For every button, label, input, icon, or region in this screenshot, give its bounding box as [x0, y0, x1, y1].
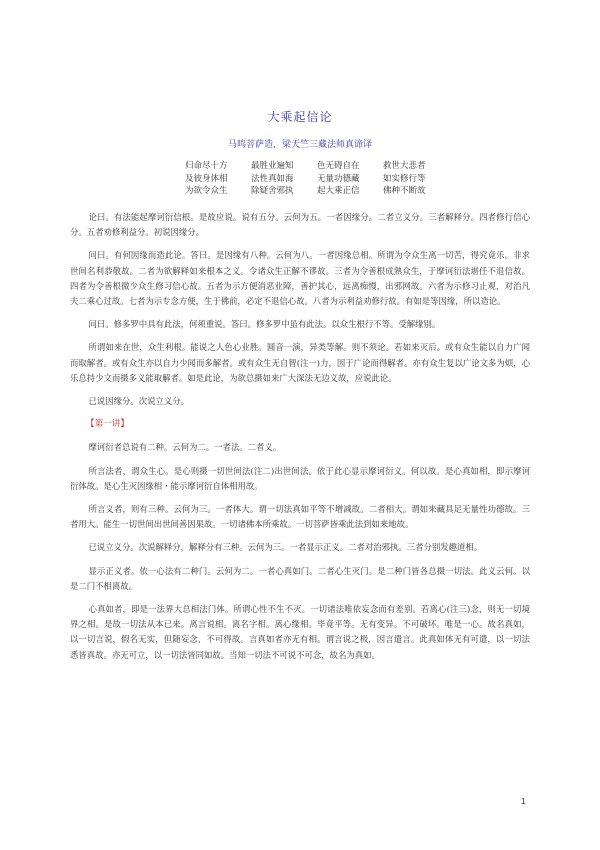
- verse-phrase: 色无碍自在: [317, 161, 360, 171]
- verse-phrase: 如实修行等: [383, 173, 426, 184]
- paragraph: 所言法者，谓众生心。是心则摄一切世间法(注二)出世间法。依于此心显示摩诃衍义。何以故。是心真如相，即示摩诃衍体故。是心生灭因缘相・能示摩诃衍自体相用故。: [70, 465, 530, 491]
- verse-phrase: 除疑舍邪执: [251, 186, 294, 197]
- author-line: 马鸣菩萨造，梁天竺三藏法师真谛译: [227, 140, 372, 150]
- verse-phrase: 为欲令众生: [185, 186, 228, 197]
- verse-phrase: 归命尽十方: [185, 161, 228, 171]
- paragraph: 问曰。修多罗中具有此法，何须重说。答曰。修多罗中虽有此法。以众生根行不等。受解缘别。: [88, 319, 441, 330]
- paragraph: 显示正义者。依一心法有二种门。云何为二。一者心真如门。二者心生灭门。是二种门皆各总摄一切法。此义云何。以是二门不相离故。: [70, 565, 530, 591]
- paragraph: 摩诃衍者总说有二种。云何为二。一者法。二者义。: [88, 442, 282, 453]
- verse-phrase: 及彼身体相: [185, 173, 228, 184]
- verse-line: [185, 185, 455, 198]
- paragraph: 问曰。有何因缘而造此论。答曰。是因缘有八种。云何为八。一者因缘总相。所谓为令众生离一切苦，得究竟乐。非求世间名利恭敬故。二者为欲解释如来根本之义。令诸众生正解不谬故。三者为令善根成熟众生，于摩诃衍法堪任不退信故。四者为令善根微少众生修习信心故。五者为示方便消恶业障，善护其心，远离痴慢，出邪网故。六者为示修习止观，对治凡夫二乘心过故。七者为示专念方便，生于佛前，必定不退信心故。八者为示利益劝修行故。有如是等因缘，所以造论。: [70, 250, 530, 307]
- verse-phrase: 救世大悲者: [383, 161, 426, 171]
- verse-phrase: 最胜业遍知: [251, 161, 294, 171]
- verse-phrase: 法性真如海: [251, 173, 294, 184]
- verse-line: [185, 160, 455, 173]
- document-body: [70, 210, 530, 671]
- verse-phrase: 起大乘正信: [317, 186, 360, 197]
- paragraph: 所谓如来在世，众生利根。能说之人色心业胜。圆音一演，异类等解。则不须论。若如来灭后。或有众生能以自力广闻而取解者。或有众生亦以自力少闻而多解者。或有众生无自智(注一)力，因于广论而得解者。亦有众生复以广论文多为烦，心乐总持少文而摄多义能取解者。如是此论，为欲总摄如来广大深法无边义故，应说此论。: [70, 342, 530, 383]
- paragraph: 已说立义分。次说解释分，解释分有三种。云何为三。一者显示正义。二者对治邪执。三者分别发趣道相。: [88, 542, 483, 553]
- opening-verse: [185, 160, 455, 198]
- document-title: 大乘起信论: [267, 110, 333, 124]
- section-heading: 【第一讲】: [86, 419, 129, 430]
- verse-line: [185, 173, 455, 186]
- paragraph: 心真如者，即是一法界大总相法门体。所谓心性不生不灭。一切诸法唯依妄念而有差别。若离心(注三)念，则无一切境界之相。是故一切法从本已来。离言说相。离名字相。离心缘相。毕竟平等。无有变异。不可破坏。唯是一心。故名真如，以一切言说，假名无实，但随妄念，不可得故。言真如者亦无有相。谓言说之极，因言遣言。此真如体无有可遣，以一切法悉皆真故。亦无可立，以一切法皆同如故。当知一切法不可说不可念，故名为真如。: [70, 604, 530, 660]
- verse-phrase: 无量功德藏: [317, 173, 360, 184]
- page-number: 1: [521, 796, 526, 806]
- paragraph: 已说因缘分。次说立义分。: [88, 396, 189, 407]
- paragraph: 所言义者，则有三种。云何为三。一者体大。谓一切法真如平等不增减故。二者相大。谓如来藏具足无量性功德故。三者用大。能生一切世间出世间善因果故。一切诸佛本所乘故。一切菩萨皆乘此法到如来地故。: [70, 504, 530, 530]
- paragraph: 论曰。有法能起摩诃衍信根。是故应说。说有五分。云何为五。一者因缘分。二者立义分。三者解释分。四者修行信心分。五者劝修利益分。初说因缘分。: [70, 212, 530, 238]
- verse-phrase: 佛种不断故: [383, 186, 426, 197]
